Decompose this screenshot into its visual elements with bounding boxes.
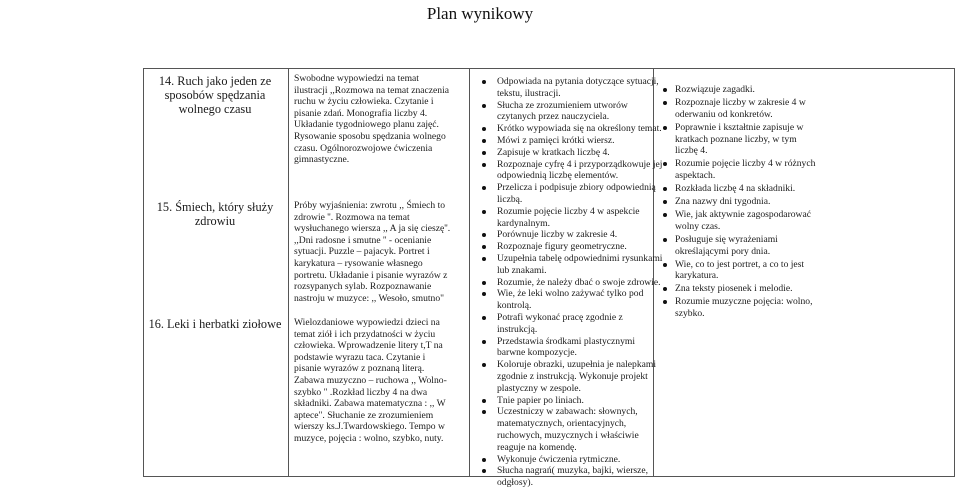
topic-16: 16. Leki i herbatki ziołowe — [148, 317, 282, 331]
list-item: Poprawnie i kształtnie zapisuje w kratkach poznane liczby, w tym liczbę 4. — [675, 122, 821, 157]
list-item: Uczestniczy w zabawach: słownych, matematycznych, orientacyjnych, ruchowych, muzycznych i właściwie reaguje na komendę. — [497, 406, 665, 453]
list-item: Rozpoznaje cyfrę 4 i przyporządkowuje jej odpowiednią liczbę elementów. — [497, 159, 665, 183]
list-item: Zna nazwy dni tygodnia. — [675, 196, 821, 208]
plan-table — [143, 68, 955, 489]
list-item: Zapisuje w kratkach liczbę 4. — [497, 147, 665, 159]
list-item: Rozwiązuje zagadki. — [675, 84, 821, 96]
topic-15: 15. Śmiech, który służy zdrowiu — [156, 200, 274, 228]
column-divider — [469, 69, 470, 476]
list-item: Przedstawia środkami plastycznymi barwne kompozycje. — [497, 336, 665, 360]
list-item: Rozumie pojęcie liczby 4 w aspekcie kardynalnym. — [497, 206, 665, 230]
list-item: Rozkłada liczbę 4 na składniki. — [675, 183, 821, 195]
list-item: Rozumie, że należy dbać o swoje zdrowie. — [497, 277, 665, 289]
basic-outcomes-list — [497, 76, 665, 489]
list-item: Wie, że leki wolno zażywać tylko pod kontrolą. — [497, 288, 665, 312]
list-item: Rozumie pojęcie liczby 4 w różnych aspektach. — [675, 158, 821, 182]
list-item: Rozumie muzyczne pojęcia: wolno, szybko. — [675, 296, 821, 320]
list-item: Tnie papier po liniach. — [497, 395, 665, 407]
list-item: Wie, co to jest portret, a co to jest karykatura. — [675, 259, 821, 283]
list-item: Koloruje obrazki, uzupełnia je nalepkami zgodnie z instrukcją. Wykonuje projekt plastyczny w zespole. — [497, 359, 665, 394]
content-block-16: Wielozdaniowe wypowiedzi dzieci na temat ziół i ich przydatności w życiu człowieka. Wprowadzenie litery t,T na podstawie wyrazu taca. Czytanie i pisanie wyrazów z poznaną literą. Zabawa muzyczno – ruchowa ,, Wolno- szybko " .Rozkład liczby 4 na dwa składniki. Zabawa matematyczna : ,, W aptece". Słuchanie ze zrozumieniem wierszy ks.J.Twardowskiego. Tempo w muzyce, pojęcia : wolno, szybko, nuty. — [294, 317, 447, 444]
list-item: Wykonuje ćwiczenia rytmiczne. — [497, 454, 665, 466]
extended-outcomes-list — [675, 84, 821, 321]
topic-14: 14. Ruch jako jeden ze sposobów spędzania wolnego czasu — [158, 74, 272, 116]
list-item: Wie, jak aktywnie zagospodarować wolny czas. — [675, 209, 821, 233]
content-block-15: Próby wyjaśnienia: zwrotu ,, Śmiech to zdrowie ''. Rozmowa na temat wysłuchanego wiersza ,, A ja się cieszę''. ,,Dni radosne i smutne '' - ocenianie sytuacji. Puzzle – pajacyk. Portret i karykatura – rysowanie własnego portretu. Układanie i pisanie wyrazów z rozsypanych sylab. Rozpoznawanie nastroju w muzyce: ,, Wesoło, smutno" — [294, 200, 451, 304]
list-item: Odpowiada na pytania dotyczące sytuacji, tekstu, ilustracji. — [497, 76, 665, 100]
list-item: Przelicza i podpisuje zbiory odpowiednią liczbą. — [497, 182, 665, 206]
list-item: Potrafi wykonać pracę zgodnie z instrukcją. — [497, 312, 665, 336]
list-item: Słucha ze zrozumieniem utworów czytanych przez nauczyciela. — [497, 100, 665, 124]
content-block-14: Swobodne wypowiedzi na temat ilustracji ,,Rozmowa na temat znaczenia ruchu w życiu człowieka. Czytanie i pisanie zdań. Monografia liczby 4. Układanie tygodniowego planu zajęć. Rysowanie sposobu spędzania wolnego czasu. Ogólnorozwojowe ćwiczenia gimnastyczne. — [294, 73, 450, 166]
list-item: Zna teksty piosenek i melodie. — [675, 283, 821, 295]
list-item: Rozpoznaje liczby w zakresie 4 w oderwaniu od konkretów. — [675, 97, 821, 121]
list-item: Słucha nagrań( muzyka, bajki, wiersze, odgłosy). — [497, 465, 665, 489]
list-item: Mówi z pamięci krótki wiersz. — [497, 135, 665, 147]
list-item: Rozpoznaje figury geometryczne. — [497, 241, 665, 253]
list-item: Krótko wypowiada się na określony temat. — [497, 123, 665, 135]
column-divider — [288, 69, 289, 476]
list-item: Uzupełnia tabelę odpowiednimi rysunkami lub znakami. — [497, 253, 665, 277]
list-item: Posługuje się wyrażeniami określającymi pory dnia. — [675, 234, 821, 258]
list-item: Porównuje liczby w zakresie 4. — [497, 229, 665, 241]
page-title: Plan wynikowy — [426, 4, 534, 23]
